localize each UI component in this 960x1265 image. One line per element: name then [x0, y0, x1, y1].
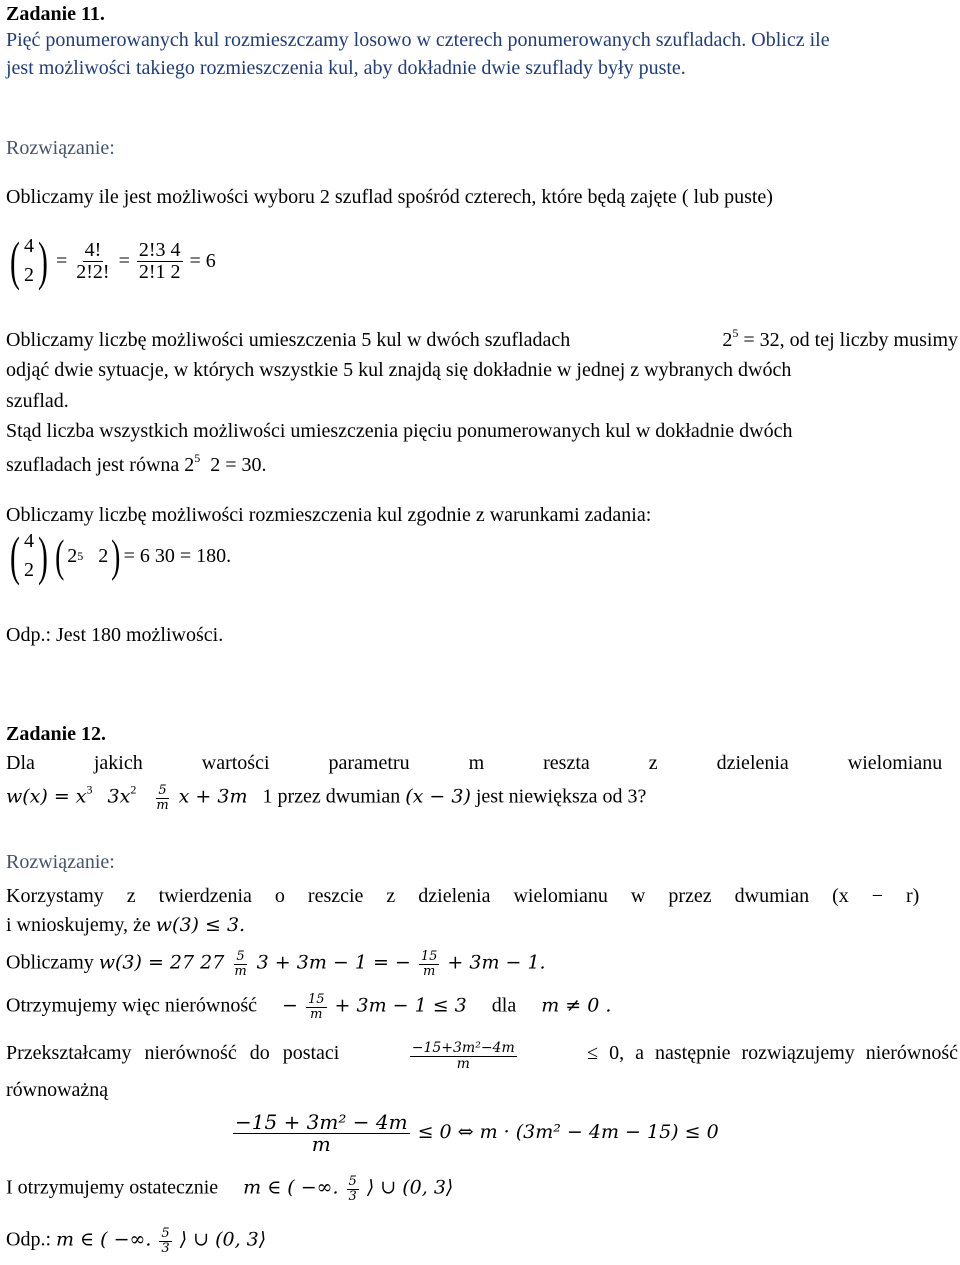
step4-f-den: m [456, 1055, 470, 1072]
binomial-4-2: ( 4 2 ) [10, 231, 48, 291]
poly-exp3: 3 [86, 782, 93, 797]
task11-final-equation: ( 4 2 ) ( 2 5 2 ) = 6 30 = 180. [6, 527, 231, 585]
step6-f-den: 3 [348, 1188, 357, 1204]
step6-math-a: m ∈ ( −∞. [243, 1176, 339, 1199]
step3-f-num: 15 [307, 992, 325, 1007]
step2-text-a: Obliczamy liczbę możliwości umieszczenia 5 kul w dwóch szufladach [6, 329, 571, 351]
final-minus-term: 2 [98, 544, 109, 567]
step1-line1-content: Korzystamy z twierdzenia o reszcie z dzielenia wielomianu w przez dwumian (x − r) [6, 885, 920, 907]
step3-minus: − [282, 994, 298, 1017]
task12-solution-label: Rozwiązanie: [6, 851, 115, 873]
binomial-4-2-final: ( 4 2 ) [10, 526, 48, 586]
step3-dla: dla [491, 994, 517, 1017]
step5-fraction [233, 1112, 410, 1155]
question-line1-content: Dla jakich wartości parametru m reszta z dzielenia wielomianu [6, 752, 943, 774]
answer-math-b: ⟩ ∪ (0, 3⟩ [179, 1228, 267, 1251]
step2-power [722, 328, 958, 352]
frac2-num: 2!3 4 [138, 238, 181, 261]
step3-text-b: 2 = 30. [210, 454, 267, 476]
poly-rest: x + 3m [178, 785, 248, 808]
step2-f2-den: m [422, 963, 436, 979]
task11-step2-line3: szuflad. [6, 390, 69, 412]
step4-label: Przekształcamy nierówność do postaci [6, 1042, 340, 1064]
step3-condition: m ≠ 0 . [541, 994, 612, 1017]
task11-step3-line1 [6, 419, 958, 443]
binom-final-top: 4 [23, 530, 34, 552]
poly-w-lhs: w(x) = x [6, 785, 87, 808]
binom-bottom: 2 [23, 264, 34, 286]
poly-frac-den: m [156, 797, 169, 813]
answer-fraction-5-3 [159, 1227, 171, 1255]
step6-fraction-5-3 [347, 1175, 359, 1203]
step2-base: 2 [722, 329, 733, 351]
step3-inequality: + 3m − 1 ≤ 3 [334, 994, 467, 1017]
equals-sign-1: = [55, 249, 68, 272]
step2-line2-content: odjąć dwie sytuacje, w których wszystkie 5 kul znajdą się dokładnie w jednej z wybranych dwóch [6, 359, 792, 381]
task11-step3-line2 [6, 453, 267, 477]
step2-fraction-5-m [232, 950, 248, 978]
task11-solution-label: Rozwiązanie: [6, 137, 115, 159]
fraction-factorial-1 [74, 240, 111, 283]
step2-f1-den: m [234, 963, 247, 979]
equation-result: = 6 [189, 249, 216, 272]
answer-f-num: 5 [161, 1226, 170, 1241]
task12-question-line2 [6, 784, 646, 812]
step5-math: ≤ 0 ⇔ m · (3m² − 4m − 15) ≤ 0 [417, 1121, 719, 1144]
step3-exponent: 5 [194, 451, 201, 465]
frac1-num: 4! [84, 238, 102, 261]
task11-step1: Obliczamy ile jest możliwości wyboru 2 szuflad spośród czterech, które będą zajęte ( lub puste) [6, 186, 773, 208]
step2-f2-num: 15 [420, 949, 438, 964]
task12-step1-line2 [6, 913, 245, 937]
task12-step4-line1 [6, 1041, 958, 1071]
poly-exp2: 2 [130, 782, 137, 797]
task11-step4 [6, 503, 958, 527]
final-result: = 6 30 = 180. [123, 544, 232, 567]
task11-text-line1 [6, 28, 958, 52]
question-divisor: (x − 3) [405, 785, 471, 808]
task12-step1-line1 [6, 884, 958, 908]
step1-line2-math: w(3) ≤ 3. [155, 914, 246, 936]
step3-line1-content: Stąd liczba wszystkich możliwości umieszczenia pięciu ponumerowanych kul w dokładnie dwóch [6, 420, 793, 442]
equals-sign-2: = [118, 249, 130, 272]
step4-tail: ≤ 0, a następnie rozwiązujemy nierówność [587, 1042, 958, 1064]
step3-fraction-15-m [306, 993, 327, 1021]
step2-exponent: 5 [732, 326, 739, 340]
step2-fraction-15-m [419, 950, 440, 978]
step2-text-b: = 32, od tej liczby musimy [743, 329, 958, 351]
step4-fraction [410, 1041, 517, 1071]
task11-text-line2: jest możliwości takiego rozmieszczenia kul, aby dokładnie dwie szuflady były puste. [6, 57, 686, 79]
step2-math-b: 3 + 3m − 1 = − [256, 951, 411, 974]
poly-3x: 3x [107, 785, 131, 808]
task12-step5-equivalence [230, 1112, 719, 1155]
poly-fraction-5-m [154, 784, 170, 812]
step2-f1-num: 5 [236, 949, 245, 964]
answer-f-den: 3 [161, 1240, 170, 1256]
frac2-den: 2!1 2 [138, 260, 181, 283]
step5-f-num: −15 + 3m² − 4m [235, 1110, 408, 1134]
binom-top: 4 [23, 235, 34, 257]
answer-label: Odp.: [6, 1228, 51, 1251]
task11-binomial-equation [6, 232, 216, 290]
step6-label: I otrzymujemy ostatecznie [6, 1176, 219, 1199]
task11-step2-line2 [6, 358, 958, 382]
step3-text-a: szufladach jest równa 2 [6, 454, 195, 476]
step2-label: Obliczamy [6, 951, 94, 974]
task12-answer [6, 1227, 266, 1255]
task11-step2-line1 [6, 328, 958, 352]
step4-f-num: −15+3m²−4m [411, 1040, 515, 1056]
task12-title: Zadanie 12. [6, 723, 107, 745]
task12-step4-line2: równoważną [6, 1079, 109, 1101]
poly-frac-num: 5 [158, 783, 167, 798]
step4-content: Obliczamy liczbę możliwości rozmieszczenia kul zgodnie z warunkami zadania: [6, 504, 652, 526]
frac1-den: 2!2! [76, 260, 110, 283]
step2-math-a: w(3) = 27 27 [98, 951, 225, 974]
question-tail: jest niewiększa od 3? [475, 785, 647, 808]
task11-text-line1-content: Pięć ponumerowanych kul rozmieszczamy losowo w czterech ponumerowanych szufladach. Oblicz ile [6, 29, 830, 51]
final-base: 2 [67, 544, 78, 567]
task12-step6 [6, 1175, 453, 1203]
task12-step2 [6, 950, 546, 978]
task11-title: Zadanie 11. [6, 3, 105, 25]
binom-final-bottom: 2 [23, 559, 34, 581]
step5-f-den: m [311, 1132, 331, 1156]
step3-label: Otrzymujemy więc nierówność [6, 994, 258, 1017]
question-divisor-text: 1 przez dwumian [262, 785, 401, 808]
step6-math-b: ⟩ ∪ (0, 3⟩ [366, 1176, 454, 1199]
task12-step3 [6, 993, 611, 1021]
step2-math-c: + 3m − 1. [447, 951, 546, 974]
step6-f-num: 5 [348, 1174, 357, 1189]
step3-f-den: m [310, 1006, 323, 1022]
step1-line2-text: i wnioskujemy, że [6, 914, 151, 936]
task11-answer: Odp.: Jest 180 możliwości. [6, 624, 224, 646]
answer-math-a: m ∈ ( −∞. [56, 1228, 152, 1251]
fraction-factorial-2 [137, 240, 183, 283]
task12-question-line1 [6, 751, 958, 775]
